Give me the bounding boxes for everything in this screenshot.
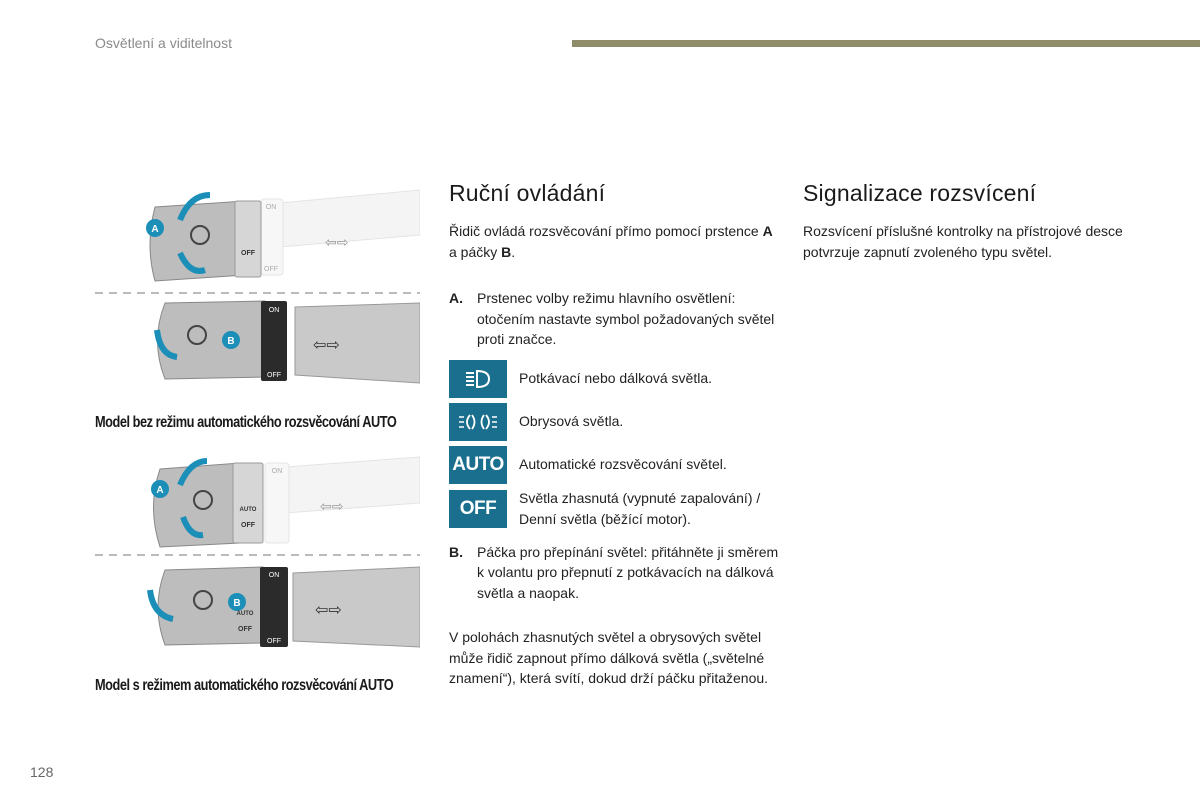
flash-arrows-icon: ⇦⇨ [313, 337, 340, 354]
ring-label: AUTO [239, 507, 257, 513]
section-title: Osvětlení a viditelnost [95, 35, 232, 51]
off-icon: OFF [449, 490, 507, 528]
ring-label: OFF [267, 372, 281, 379]
symbol-desc: Potkávací nebo dálková světla. [519, 370, 713, 387]
flash-arrows-icon: ⇦⇨ [320, 498, 344, 514]
signal-heading: Signalizace rozsvícení [803, 180, 1037, 206]
intro-ref-a: A [762, 223, 773, 239]
callout-b: B [233, 598, 241, 609]
svg-text:OFF: OFF [241, 250, 255, 257]
stalk-illustration-auto [95, 455, 420, 665]
ring-label: ON [268, 307, 280, 314]
headlight-icon [449, 360, 507, 398]
auto-icon: AUTO [449, 446, 507, 484]
figure-caption-auto: Model s režimem automatického rozsvěcování AUTO [95, 677, 394, 694]
symbol-row [449, 446, 779, 484]
symbol-desc: Světla zhasnutá (vypnuté zapalování) / Denní světla (běžící motor). [519, 490, 761, 527]
ring-label: ON [265, 204, 277, 211]
item-b [449, 542, 779, 604]
ring-label: ON [268, 572, 280, 579]
ring-label: OFF [238, 626, 252, 633]
callout-a: A [156, 485, 164, 496]
figure-caption-manual: Model bez režimu automatického rozsvěcování AUTO [95, 414, 397, 431]
ring-label: AUTO [236, 611, 254, 617]
symbol-row [449, 489, 779, 529]
intro-text: a páčky [449, 243, 502, 260]
sidelight-icon [449, 403, 507, 441]
signal-section [803, 180, 1143, 262]
symbol-row [449, 360, 779, 398]
page-number: 128 [30, 764, 54, 780]
symbol-row [449, 403, 779, 441]
flash-arrows-icon: ⇦⇨ [325, 234, 349, 250]
manual-heading: Ruční ovládání [449, 180, 606, 206]
item-a [449, 288, 779, 350]
ring-label: OFF [267, 638, 281, 645]
intro-ref-b: B [501, 243, 512, 260]
flash-arrows-icon: ⇦⇨ [315, 602, 342, 619]
callout-b: B [227, 336, 235, 347]
intro-text: Řidič ovládá rozsvěcování přímo pomocí prstence [449, 223, 763, 239]
manual-section [449, 180, 779, 689]
ring-label: ON [271, 468, 283, 475]
manual-intro [449, 221, 779, 262]
item-b-text: Páčka pro přepínání světel: přitáhněte ji směrem k volantu pro přepnutí z potkávacích na dálková světla a naopak. [477, 543, 779, 601]
signal-text: Rozsvícení příslušné kontrolky na přístrojové desce potvrzuje zapnutí zvoleného typu světel. [803, 223, 1123, 260]
item-a-label: A. [449, 290, 463, 306]
callout-a: A [151, 224, 159, 235]
symbol-desc: Automatické rozsvěcování světel. [519, 456, 727, 473]
ring-label: OFF [241, 522, 255, 529]
symbol-desc: Obrysová světla. [519, 413, 624, 430]
stalk-illustration-manual [95, 185, 420, 395]
header-accent-bar [572, 40, 1200, 47]
item-b-label: B. [449, 543, 463, 560]
ring-label: OFF [264, 266, 278, 273]
intro-text: . [511, 243, 516, 260]
manual-note: V polohách zhasnutých světel a obrysových světel může řidič zapnout přímo dálková světla („světelné znamení“), která svítí, dokud drží páčku přitaženou. [449, 629, 769, 686]
item-a-text: Prstenec volby režimu hlavního osvětlení: otočením nastavte symbol požadovaných světel proti značce. [477, 290, 775, 347]
